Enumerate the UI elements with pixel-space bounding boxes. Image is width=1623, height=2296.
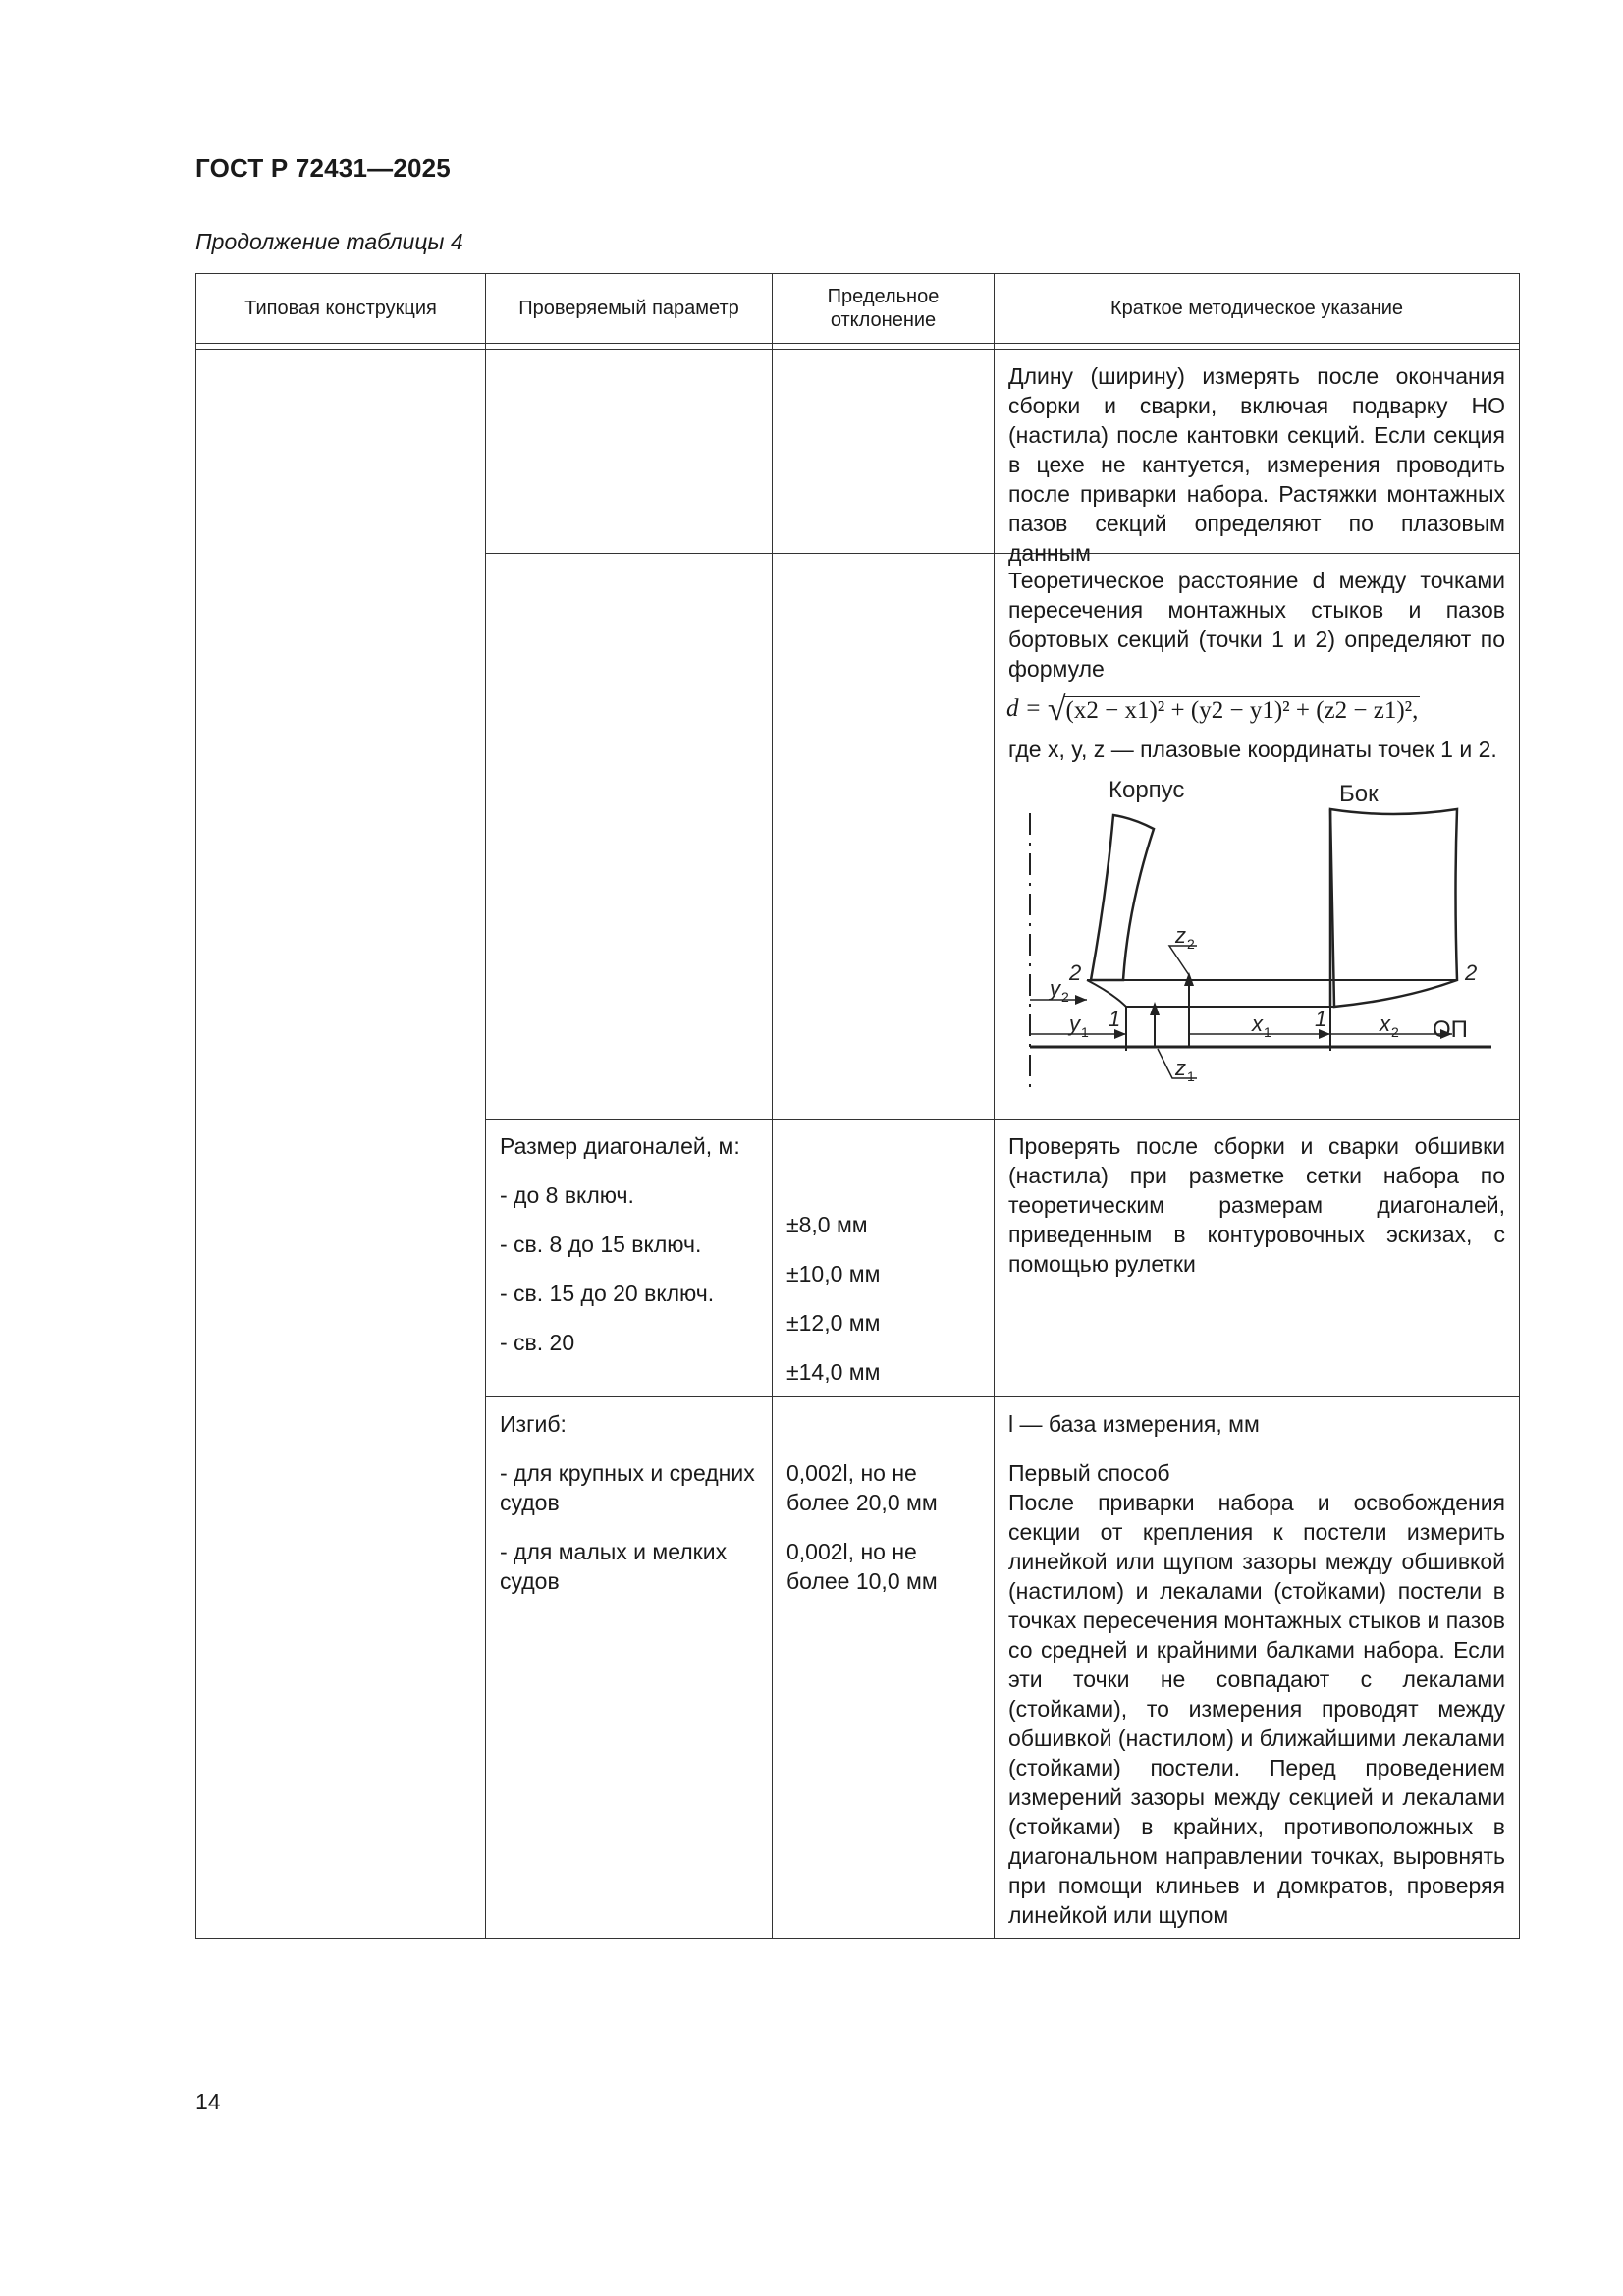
method-note-distance: Теоретическое расстояние d между точками пересечения монтажных стыков и пазов бортовых секций (точки 1 и 2) определяют по формуле	[1008, 568, 1505, 682]
x2-sub: 2	[1391, 1024, 1399, 1040]
parameter-cell	[486, 1120, 773, 1397]
requirements-table	[195, 273, 1520, 1939]
method-title: Первый способ	[1008, 1460, 1170, 1486]
table-header-row	[196, 274, 1520, 344]
diagonal-range-2: - св. 8 до 15 включ.	[500, 1231, 702, 1257]
z2-sub: 2	[1187, 936, 1195, 952]
korpus-label: Корпус	[1109, 777, 1185, 803]
method-note-bend: После приварки набора и освобождения секции от крепления к постели измерить линейкой или щупом зазоры между обшивкой (настилом) и лекалами (стойками) постели в точках пересечения монтажных стыков и пазов со средней и крайними балками набора. Если эти точки не совпадают с лекалами (стойками), то измерения проводят между обшивкой (настилом) и ближайшими лекалами (стойками) постели. Перед проведением измерений зазоры между секцией и лекалами (стойками) в крайних, противоположных в диагональном направлении точках, выровнять при помощи клиньев и домкратов, проверяя линейкой или щупом	[1008, 1490, 1506, 1928]
korpus-shape	[1091, 815, 1154, 980]
method-cell	[995, 1120, 1520, 1397]
hull-section-diagram	[1010, 774, 1501, 1108]
z1-sub: 1	[1187, 1068, 1195, 1084]
y1-sub: 1	[1081, 1024, 1089, 1040]
diagonal-tolerance-3: ±12,0 мм	[786, 1310, 881, 1336]
point-2-right-label: 2	[1465, 960, 1478, 985]
diagonals-title	[500, 1131, 758, 1161]
y2-arrow-icon	[1075, 995, 1087, 1005]
tolerance-cell	[773, 350, 995, 554]
formula-lhs: d =	[1006, 695, 1042, 722]
bend-tolerance-small: 0,002l, но не более 10,0 мм	[786, 1539, 938, 1594]
point-1-left-label: 1	[1109, 1007, 1121, 1031]
op-label: ОП	[1433, 1016, 1468, 1043]
diagonal-tolerance-1: ±8,0 мм	[786, 1212, 868, 1237]
parameter-cell	[486, 554, 773, 1120]
column-header-method: Краткое методическое указание	[995, 274, 1520, 344]
method-note-length: Длину (ширину) измерять после окончания сборки и сварки, включая подварку НО (настила) после кантовки секций. Если секция в цехе не кантуется, измерения проводить после приварки набора. Растяжки монтажных пазов секций определяют по плазовым данным	[1008, 363, 1505, 566]
y2-sub: 2	[1061, 989, 1069, 1005]
diagonal-tolerance-2: ±10,0 мм	[786, 1261, 881, 1286]
method-cell	[995, 350, 1520, 566]
tolerance-cell	[773, 554, 995, 1120]
column-header-parameter: Проверяемый параметр	[486, 274, 773, 344]
x1-sub: 1	[1264, 1024, 1271, 1040]
parameter-cell	[486, 350, 773, 554]
point-1-right-label: 1	[1315, 1007, 1327, 1031]
base-note: l — база измерения, мм	[1008, 1411, 1260, 1437]
x2-label: x	[1380, 1011, 1390, 1036]
column-header-tolerance: Предельное отклонение	[773, 274, 995, 344]
lower-curve-left	[1087, 980, 1126, 1007]
document-header: ГОСТ Р 72431—2025	[195, 153, 451, 183]
page-number: 14	[195, 2089, 221, 2114]
y2-label: y	[1050, 976, 1060, 1001]
sqrt-icon: √	[1047, 691, 1066, 728]
z1-arrow-icon	[1150, 1002, 1160, 1015]
construction-cell	[196, 350, 486, 1939]
bok-shape	[1330, 809, 1457, 1007]
y1-label: y	[1069, 1011, 1080, 1036]
table-row	[196, 350, 1520, 554]
bend-case-small: - для малых и мелких судов	[500, 1539, 728, 1594]
z1-label: z	[1175, 1056, 1186, 1080]
section-diagram	[995, 764, 1519, 1119]
method-note-diagonals: Проверять после сборки и сварки обшивки (настила) при разметке сетки набора по теоретическим размерам диагоналей, приведенным в контуровочных эскизах, с помощью рулетки	[1008, 1133, 1505, 1277]
diagonal-range-3: - св. 15 до 20 включ.	[500, 1281, 715, 1306]
bend-case-large: - для крупных и средних судов	[500, 1460, 755, 1515]
table-continuation-caption: Продолжение таблицы 4	[195, 229, 463, 254]
diagonal-range-1: - до 8 включ.	[500, 1182, 634, 1208]
tolerance-cell	[773, 1397, 995, 1939]
method-cell	[995, 1397, 1520, 1939]
diagonal-range-4: - св. 20	[500, 1330, 575, 1355]
distance-formula	[995, 683, 1519, 727]
x1-label: x	[1252, 1011, 1263, 1036]
diagonals-title-text: Размер диагоналей, м:	[500, 1133, 740, 1159]
z2-label: z	[1175, 923, 1186, 948]
bend-title: Изгиб:	[500, 1411, 567, 1437]
coordinates-note: где x, y, z — плазовые координаты точек 1 и 2.	[1008, 737, 1497, 762]
bend-tolerance-large: 0,002l, но не более 20,0 мм	[786, 1460, 938, 1515]
column-header-construction: Типовая конструкция	[196, 274, 486, 344]
tolerance-cell	[773, 1120, 995, 1397]
method-cell	[995, 554, 1520, 1120]
bok-label: Бок	[1339, 781, 1379, 807]
point-2-left-label: 2	[1069, 960, 1082, 985]
parameter-cell	[486, 1397, 773, 1939]
formula-body: (x2 − x1)² + (y2 − y1)² + (z2 − z1)²,	[1065, 697, 1419, 724]
diagonal-tolerance-4: ±14,0 мм	[786, 1359, 881, 1385]
